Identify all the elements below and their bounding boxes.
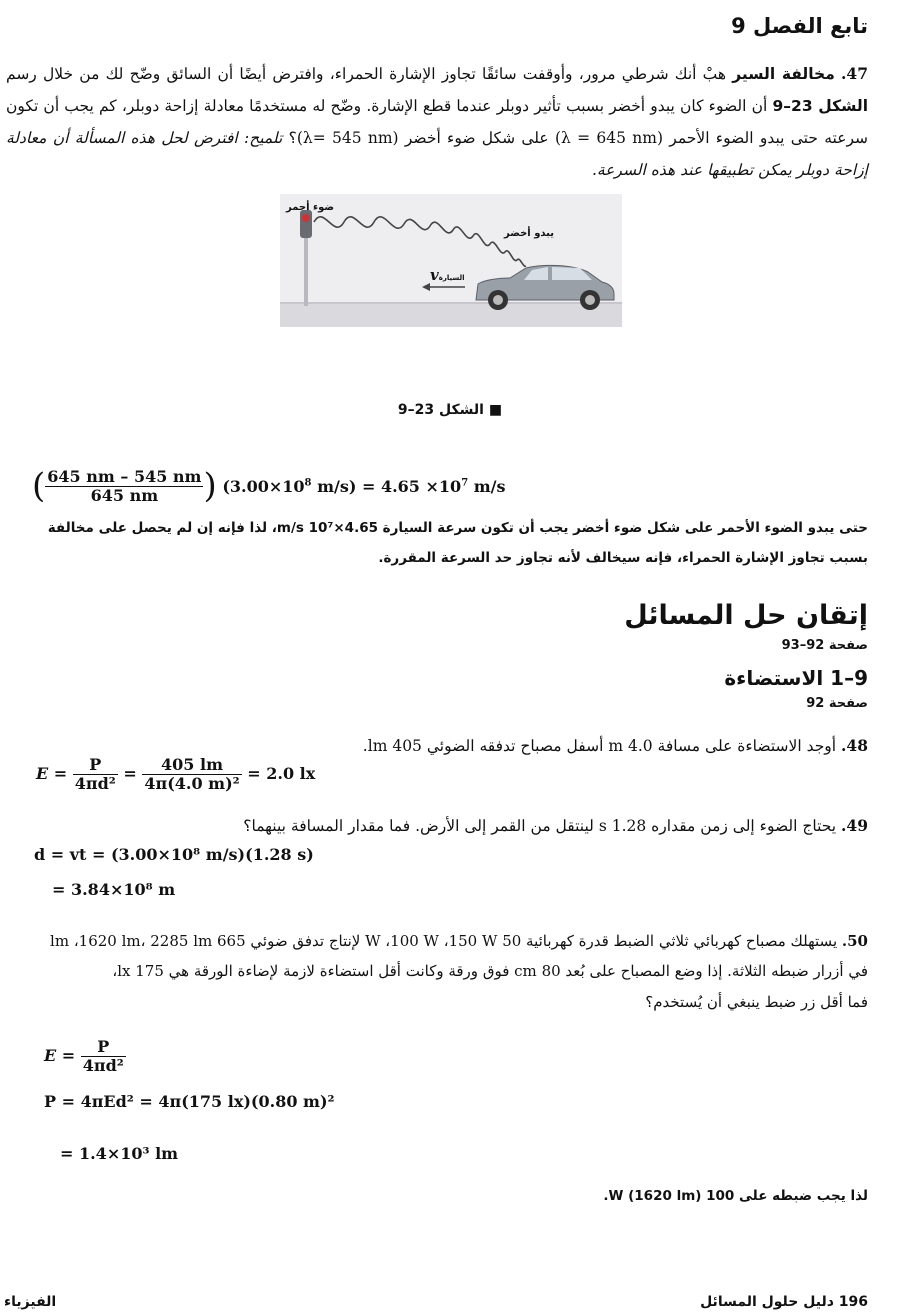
section-page-label: صفحة 92–93 <box>781 638 868 653</box>
figure-doppler-car <box>280 194 622 327</box>
solution-50-equation-3: = 1.4×10³ lm <box>60 1144 179 1163</box>
solution-47-equation: ( $\frac{645 nm - 545 nm}{645 nm}$ ) ($3.00\times 10^8$ $m/s) = 4.65 \times 10^7$ m/s <box>32 466 506 506</box>
book-title: دليل حلول المسائل <box>700 1294 834 1310</box>
solution-48-equation: E = $\frac{P}{\text{4πd²}}$ = $\frac{405 lm}{\text{4π(4.0 m)²}}$ = 2.0 lx <box>36 755 316 793</box>
page-number: 196 <box>838 1294 868 1310</box>
solution-49-equation-1: d = vt = (3.00×10⁸ m/s)(1.28 s) <box>34 845 314 864</box>
caption-marker: ■ <box>488 402 503 418</box>
label-red-light: ضوء أحمر <box>286 202 335 213</box>
section-title: إتقان حل المسائل <box>624 600 868 631</box>
label-appears-green: يبدو أخضر <box>504 228 555 239</box>
problem-text-b: أن الضوء كان يبدو أخضر بسبب تأثير دوبلر عندما قطع الإشارة. وضّح له مستخدمًا معادلة إزاحة دوبلر، كم يجب أن تكون سرعته حتى يبدو الضوء الأحمر (λ = 645 nm) على شكل ضوء أخضر (λ= 545 nm)؟ <box>6 97 868 147</box>
caption-text: الشكل 23–9 <box>397 402 484 418</box>
figure-reference: الشكل 23–9 <box>772 97 869 115</box>
solution-49-equation-2: = 3.84×10⁸ m <box>52 880 176 899</box>
footer-subject: الفيزياء <box>4 1294 57 1310</box>
problem-hint: تلميح: افترض لحل هذه المسألة أن معادلة إزاحة دوبلر يمكن تطبيقها عند هذه السرعة. <box>6 129 868 179</box>
label-velocity: vالسيارة <box>430 266 465 284</box>
problem-50-line-3: فما أقل زر ضبط ينبغي أن يُستخدم؟ <box>645 993 868 1011</box>
problem-49-text: 49. يحتاج الضوء إلى زمن مقداره 1.28 s لينتقل من القمر إلى الأرض. فما مقدار المسافة بينهما؟ <box>243 816 868 835</box>
solution-50-answer: لذا يجب ضبطه على 100 W (1620 lm). <box>603 1188 868 1204</box>
solution-47-answer-line-1: حتى يبدو الضوء الأحمر على شكل ضوء أخضر يجب أن تكون سرعة السيارة 4.65×10⁷ m/s، لذا فإنه إن لم يحصل على مخالفة <box>47 520 868 536</box>
problem-50-line-1: 50. يستهلك مصباح كهربائي ثلاثي الضبط قدرة كهربائية 50 W ،100 W ،150 W لإنتاج تدفق ضوئي 665 lm ،1620 lm، 2285 lm <box>50 932 868 950</box>
chapter-heading: تابع الفصل 9 <box>731 14 868 38</box>
solution-50-equation-1: E = $\frac{P}{\text{4πd²}}$ <box>44 1037 124 1075</box>
subsection-page-label: صفحة 92 <box>806 696 868 711</box>
figure-caption <box>0 402 900 418</box>
doppler-illustration <box>280 194 622 327</box>
solution-47-answer-line-2: بسبب تجاوز الإشارة الحمراء، فإنه سيخالف لأنه تجاوز حد السرعة المقررة. <box>378 550 868 566</box>
problem-47-text <box>6 58 868 186</box>
problem-50-line-2: في أزرار ضبطه الثلاثة. إذا وضع المصباح على بُعد 80 cm فوق ورقة وكانت أقل استضاءة لازمة لإضاءة الورقة هي 175 lx، <box>112 962 868 980</box>
footer-page-info <box>700 1294 868 1310</box>
solution-50-equation-2: P = 4πEd² = 4π(175 lx)(0.80 m)² <box>44 1092 335 1111</box>
problem-title: مخالفة السير <box>732 65 835 83</box>
problem-text-a: هبْ أنك شرطي مرور، وأوقفت سائقًا تجاوز الإشارة الحمراء، وافترض أيضًا أن السائق وضّح لك من خلال رسم <box>6 65 733 83</box>
subsection-title: 9–1 الاستضاءة <box>724 666 868 690</box>
problem-number: 47. <box>841 64 868 83</box>
problem-48-text: 48. أوجد الاستضاءة على مسافة 4.0 m أسفل مصباح تدفقه الضوئي 405 lm. <box>362 736 868 755</box>
